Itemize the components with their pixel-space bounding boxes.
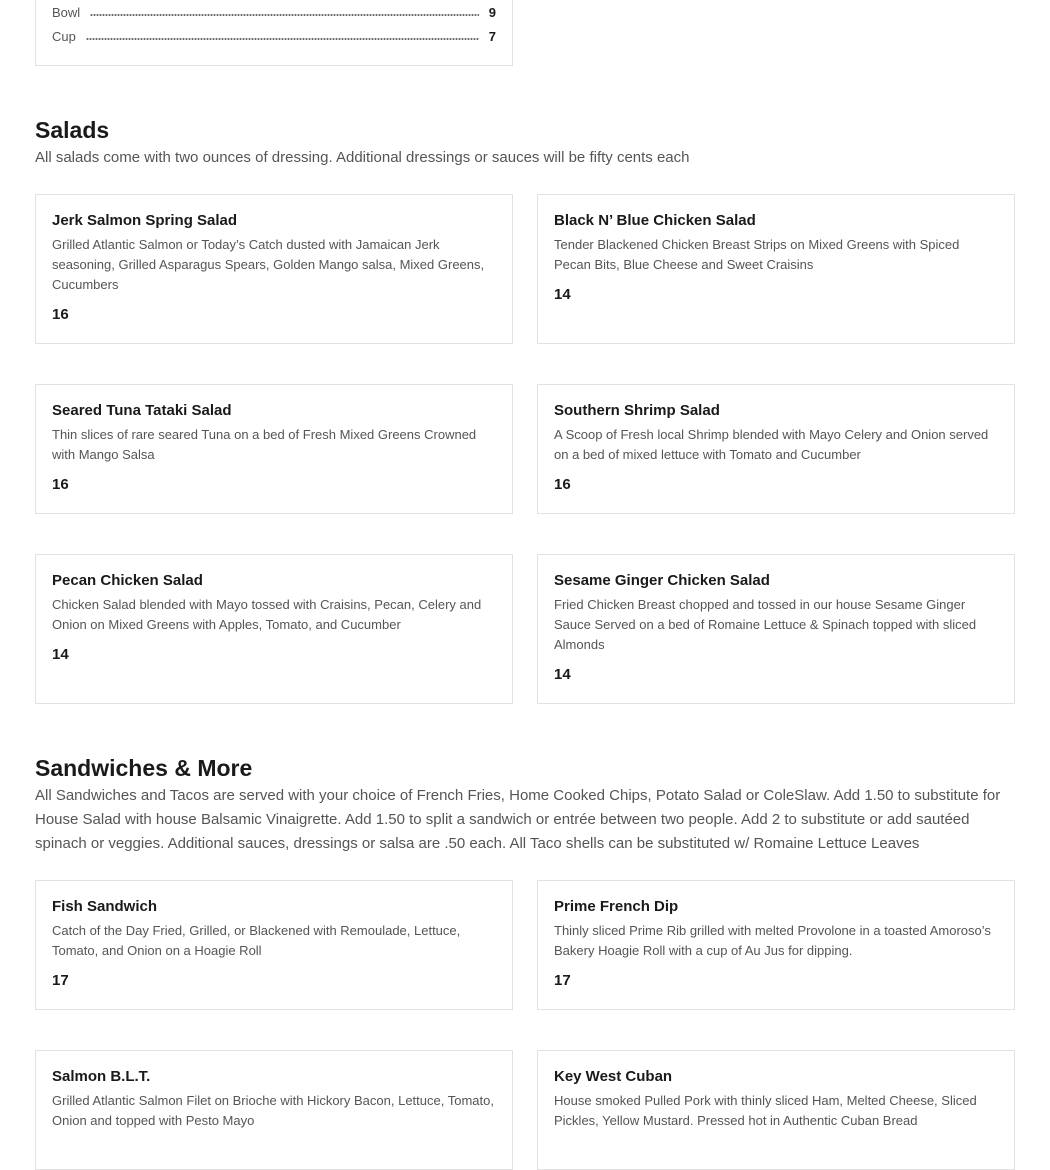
item-description: Grilled Atlantic Salmon Filet on Brioche with Hickory Bacon, Lettuce, Tomato, Onion and topped with Pesto Mayo xyxy=(52,1093,494,1128)
item-description: Fried Chicken Breast chopped and tossed in our house Sesame Ginger Sauce Served on a bed of Romaine Lettuce & Spinach topped with sliced Almonds xyxy=(554,597,977,652)
size-label: Bowl xyxy=(52,4,81,20)
item-description: Tender Blackened Chicken Breast Strips on Mixed Greens with Spiced Pecan Bits, Blue Cheese and Sweet Craisins xyxy=(554,237,960,272)
item-price: 16 xyxy=(52,306,69,323)
dot-leader xyxy=(86,38,479,40)
item-name: Prime French Dip xyxy=(554,898,679,915)
item-price: 16 xyxy=(554,476,571,493)
item-name: Fish Sandwich xyxy=(52,898,158,915)
menu-item-card[interactable] xyxy=(537,554,1015,704)
sandwiches-heading: Sandwiches & More xyxy=(35,755,253,781)
menu-item-card[interactable] xyxy=(35,1050,513,1170)
item-price: 14 xyxy=(554,666,571,683)
menu-item-card[interactable] xyxy=(35,880,513,1010)
item-price: 17 xyxy=(52,972,69,989)
item-name: Southern Shrimp Salad xyxy=(554,402,720,419)
size-price: 7 xyxy=(488,28,496,44)
menu-item-card[interactable] xyxy=(537,880,1015,1010)
sandwiches-note: All Sandwiches and Tacos are served with your choice of French Fries, Home Cooked Chips, Potato Salad or ColeSlaw. Add 1.50 to substitute for House Salad with house Balsamic Vinaigrette. Add 1.50 to split a sandwich or entrée between two people. Add 2 to substitute or add sautéed spinach or veggies. Additional sauces, dressings or salsa are .50 each. All Taco shells can be substituted w/ Romaine Lettuce Leaves xyxy=(35,787,1001,852)
menu-item-card[interactable] xyxy=(537,384,1015,514)
item-description: House smoked Pulled Pork with thinly sliced Ham, Melted Cheese, Sliced Pickles, Yellow Mustard. Pressed hot in Authentic Cuban Bread xyxy=(554,1093,977,1128)
item-price: 17 xyxy=(554,972,571,989)
item-description: Thin slices of rare seared Tuna on a bed of Fresh Mixed Greens Crowned with Mango Salsa xyxy=(52,427,477,462)
item-description: Grilled Atlantic Salmon or Today’s Catch dusted with Jamaican Jerk seasoning, Grilled Asparagus Spears, Golden Mango salsa, Mixed Greens, Cucumbers xyxy=(52,237,485,292)
menu-item-card[interactable] xyxy=(537,194,1015,344)
item-description: A Scoop of Fresh local Shrimp blended with Mayo Celery and Onion served on a bed of mixed lettuce with Tomato and Cucumber xyxy=(554,427,989,462)
menu-item-card[interactable] xyxy=(537,1050,1015,1170)
size-label: Cup xyxy=(52,28,76,44)
item-price: 14 xyxy=(52,646,69,663)
salads-heading: Salads xyxy=(35,117,110,143)
item-description: Chicken Salad blended with Mayo tossed with Craisins, Pecan, Celery and Onion on Mixed Greens with Apples, Tomato, and Cucumber xyxy=(52,597,482,632)
item-price: 16 xyxy=(52,476,69,493)
item-name: Key West Cuban xyxy=(554,1068,673,1085)
item-name: Salmon B.L.T. xyxy=(52,1068,151,1085)
item-name: Black N’ Blue Chicken Salad xyxy=(554,212,756,229)
menu-item-card[interactable] xyxy=(35,554,513,704)
item-description: Catch of the Day Fried, Grilled, or Blackened with Remoulade, Lettuce, Tomato, and Onion on a Hoagie Roll xyxy=(52,923,461,958)
item-name: Sesame Ginger Chicken Salad xyxy=(554,572,770,589)
dot-leader xyxy=(90,14,479,16)
item-price: 14 xyxy=(554,286,571,303)
soup-card xyxy=(35,0,513,66)
item-name: Seared Tuna Tataki Salad xyxy=(52,402,232,419)
size-price: 9 xyxy=(488,4,496,20)
menu-item-card[interactable] xyxy=(35,194,513,344)
soup-size-row xyxy=(52,26,496,46)
salads-note: All salads come with two ounces of dressing. Additional dressings or sauces will be fifty cents each xyxy=(35,149,690,166)
item-description: Thinly sliced Prime Rib grilled with melted Provolone in a toasted Amoroso’s Bakery Hoagie Roll with a cup of Au Jus for dipping. xyxy=(554,923,991,958)
menu-item-card[interactable] xyxy=(35,384,513,514)
soup-size-row xyxy=(52,2,496,22)
item-name: Pecan Chicken Salad xyxy=(52,572,203,589)
item-name: Jerk Salmon Spring Salad xyxy=(52,212,238,229)
